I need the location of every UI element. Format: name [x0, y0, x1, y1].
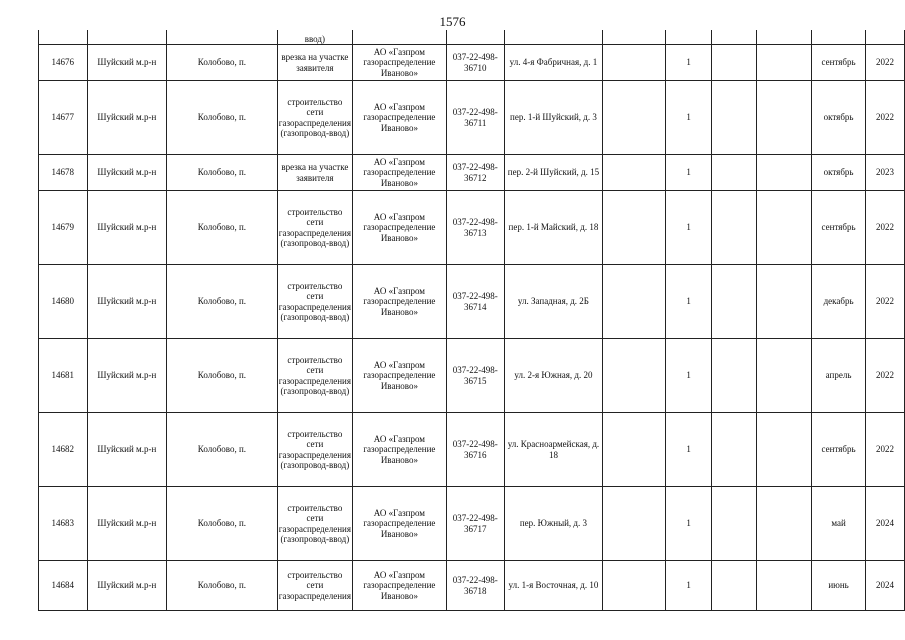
cell-district: Шуйский м.р-н: [87, 487, 167, 561]
cell-code: 037-22-498-36711: [446, 81, 504, 155]
cell-district: Шуйский м.р-н: [87, 155, 167, 191]
cell-work: врезка на участке заявителя: [277, 155, 352, 191]
table-row: [39, 81, 905, 155]
cell-district: Шуйский м.р-н: [87, 265, 167, 339]
cell-qty: 1: [666, 155, 712, 191]
cell-blank-2: [711, 81, 756, 155]
cell-blank-3: [757, 413, 812, 487]
cell-blank-3: [757, 45, 812, 81]
table-row: [39, 487, 905, 561]
cell-blank-3: [757, 155, 812, 191]
cell-blank-2: [711, 265, 756, 339]
cell-blank-3: [757, 191, 812, 265]
table-row: [39, 155, 905, 191]
cell-address: ул. 2-я Южная, д. 20: [504, 339, 602, 413]
cell-blank-1: [603, 413, 666, 487]
cell-year: 2022: [866, 81, 905, 155]
cell-work: строительство сети газораспределения (газопровод-ввод): [277, 191, 352, 265]
cell-address: пер. 2-й Шуйский, д. 15: [504, 155, 602, 191]
cell-district: Шуйский м.р-н: [87, 561, 167, 611]
cell-blank-2: [711, 155, 756, 191]
cell-org: АО «Газпром газораспределение Иваново»: [352, 487, 446, 561]
cell-month: сентябрь: [812, 413, 866, 487]
cell-blank-3: [757, 339, 812, 413]
cell-month: декабрь: [812, 265, 866, 339]
cell-year: [866, 30, 905, 45]
cell-district: Шуйский м.р-н: [87, 413, 167, 487]
cell-org: АО «Газпром газораспределение Иваново»: [352, 155, 446, 191]
cell-blank-1: [603, 155, 666, 191]
cell-blank-3: [757, 30, 812, 45]
cell-work: врезка на участке заявителя: [277, 45, 352, 81]
cell-code: 037-22-498-36718: [446, 561, 504, 611]
cell-blank-1: [603, 191, 666, 265]
cell-qty: 1: [666, 81, 712, 155]
cell-qty: 1: [666, 561, 712, 611]
cell-locality: Колобово, п.: [167, 561, 278, 611]
cell-district: Шуйский м.р-н: [87, 191, 167, 265]
cell-month: май: [812, 487, 866, 561]
cell-id: 14678: [39, 155, 88, 191]
cell-address: [504, 30, 602, 45]
cell-code: 037-22-498-36710: [446, 45, 504, 81]
cell-code: 037-22-498-36714: [446, 265, 504, 339]
cell-year: 2022: [866, 413, 905, 487]
cell-id: 14677: [39, 81, 88, 155]
cell-org: АО «Газпром газораспределение Иваново»: [352, 561, 446, 611]
cell-year: 2022: [866, 339, 905, 413]
cell-address: пер. 1-й Шуйский, д. 3: [504, 81, 602, 155]
continuation-row: [39, 30, 905, 45]
cell-blank-2: [711, 413, 756, 487]
cell-locality: [167, 30, 278, 45]
cell-id: 14679: [39, 191, 88, 265]
cell-code: 037-22-498-36712: [446, 155, 504, 191]
cell-id: 14676: [39, 45, 88, 81]
cell-month: октябрь: [812, 155, 866, 191]
cell-month: октябрь: [812, 81, 866, 155]
cell-org: АО «Газпром газораспределение Иваново»: [352, 45, 446, 81]
cell-month: апрель: [812, 339, 866, 413]
cell-id: 14682: [39, 413, 88, 487]
cell-locality: Колобово, п.: [167, 45, 278, 81]
cell-blank-1: [603, 339, 666, 413]
cell-org: АО «Газпром газораспределение Иваново»: [352, 81, 446, 155]
cell-blank-1: [603, 81, 666, 155]
cell-blank-1: [603, 265, 666, 339]
cell-qty: [666, 30, 712, 45]
cell-month: [812, 30, 866, 45]
cell-locality: Колобово, п.: [167, 413, 278, 487]
cell-blank-2: [711, 45, 756, 81]
cell-code: [446, 30, 504, 45]
cell-locality: Колобово, п.: [167, 81, 278, 155]
cell-org: АО «Газпром газораспределение Иваново»: [352, 265, 446, 339]
cell-work: строительство сети газораспределения (газопровод-ввод): [277, 413, 352, 487]
cell-address: ул. 4-я Фабричная, д. 1: [504, 45, 602, 81]
cell-qty: 1: [666, 45, 712, 81]
cell-work: строительство сети газораспределения: [277, 561, 352, 611]
cell-year: 2022: [866, 45, 905, 81]
table-row: [39, 265, 905, 339]
cell-id: [39, 30, 88, 45]
cell-id: 14683: [39, 487, 88, 561]
cell-blank-1: [603, 487, 666, 561]
cell-org: [352, 30, 446, 45]
cell-locality: Колобово, п.: [167, 155, 278, 191]
cell-address: ул. Красноармейская, д. 18: [504, 413, 602, 487]
cell-blank-2: [711, 339, 756, 413]
cell-code: 037-22-498-36713: [446, 191, 504, 265]
cell-locality: Колобово, п.: [167, 339, 278, 413]
cell-id: 14681: [39, 339, 88, 413]
cell-qty: 1: [666, 487, 712, 561]
cell-address: пер. 1-й Майский, д. 18: [504, 191, 602, 265]
cell-district: Шуйский м.р-н: [87, 81, 167, 155]
cell-month: сентябрь: [812, 191, 866, 265]
cell-blank-3: [757, 561, 812, 611]
table-row: [39, 339, 905, 413]
cell-blank-1: [603, 45, 666, 81]
cell-qty: 1: [666, 265, 712, 339]
cell-work: строительство сети газораспределения (газопровод-ввод): [277, 487, 352, 561]
cell-org: АО «Газпром газораспределение Иваново»: [352, 191, 446, 265]
cell-code: 037-22-498-36716: [446, 413, 504, 487]
cell-org: АО «Газпром газораспределение Иваново»: [352, 413, 446, 487]
cell-locality: Колобово, п.: [167, 265, 278, 339]
cell-blank-1: [603, 561, 666, 611]
cell-address: ул. Западная, д. 2Б: [504, 265, 602, 339]
cell-code: 037-22-498-36715: [446, 339, 504, 413]
cell-id: 14680: [39, 265, 88, 339]
cell-blank-3: [757, 265, 812, 339]
cell-blank-1: [603, 30, 666, 45]
cell-address: пер. Южный, д. 3: [504, 487, 602, 561]
cell-month: июнь: [812, 561, 866, 611]
cell-blank-2: [711, 487, 756, 561]
cell-district: [87, 30, 167, 45]
cell-work: ввод): [277, 30, 352, 45]
cell-qty: 1: [666, 413, 712, 487]
cell-locality: Колобово, п.: [167, 191, 278, 265]
table-row: [39, 561, 905, 611]
cell-work: строительство сети газораспределения (газопровод-ввод): [277, 265, 352, 339]
cell-qty: 1: [666, 191, 712, 265]
table-row: [39, 45, 905, 81]
cell-blank-3: [757, 487, 812, 561]
cell-blank-2: [711, 30, 756, 45]
cell-id: 14684: [39, 561, 88, 611]
cell-year: 2022: [866, 191, 905, 265]
cell-work: строительство сети газораспределения (газопровод-ввод): [277, 81, 352, 155]
cell-year: 2022: [866, 265, 905, 339]
cell-district: Шуйский м.р-н: [87, 45, 167, 81]
cell-locality: Колобово, п.: [167, 487, 278, 561]
cell-month: сентябрь: [812, 45, 866, 81]
page-number: 1576: [439, 14, 466, 29]
cell-qty: 1: [666, 339, 712, 413]
cell-code: 037-22-498-36717: [446, 487, 504, 561]
cell-year: 2024: [866, 487, 905, 561]
cell-year: 2024: [866, 561, 905, 611]
cell-address: ул. 1-я Восточная, д. 10: [504, 561, 602, 611]
cell-blank-2: [711, 191, 756, 265]
table-row: [39, 191, 905, 265]
table-body: [39, 30, 905, 611]
cell-blank-2: [711, 561, 756, 611]
register-table: [38, 30, 905, 611]
cell-year: 2023: [866, 155, 905, 191]
cell-org: АО «Газпром газораспределение Иваново»: [352, 339, 446, 413]
cell-district: Шуйский м.р-н: [87, 339, 167, 413]
cell-work: строительство сети газораспределения (газопровод-ввод): [277, 339, 352, 413]
table-row: [39, 413, 905, 487]
cell-blank-3: [757, 81, 812, 155]
